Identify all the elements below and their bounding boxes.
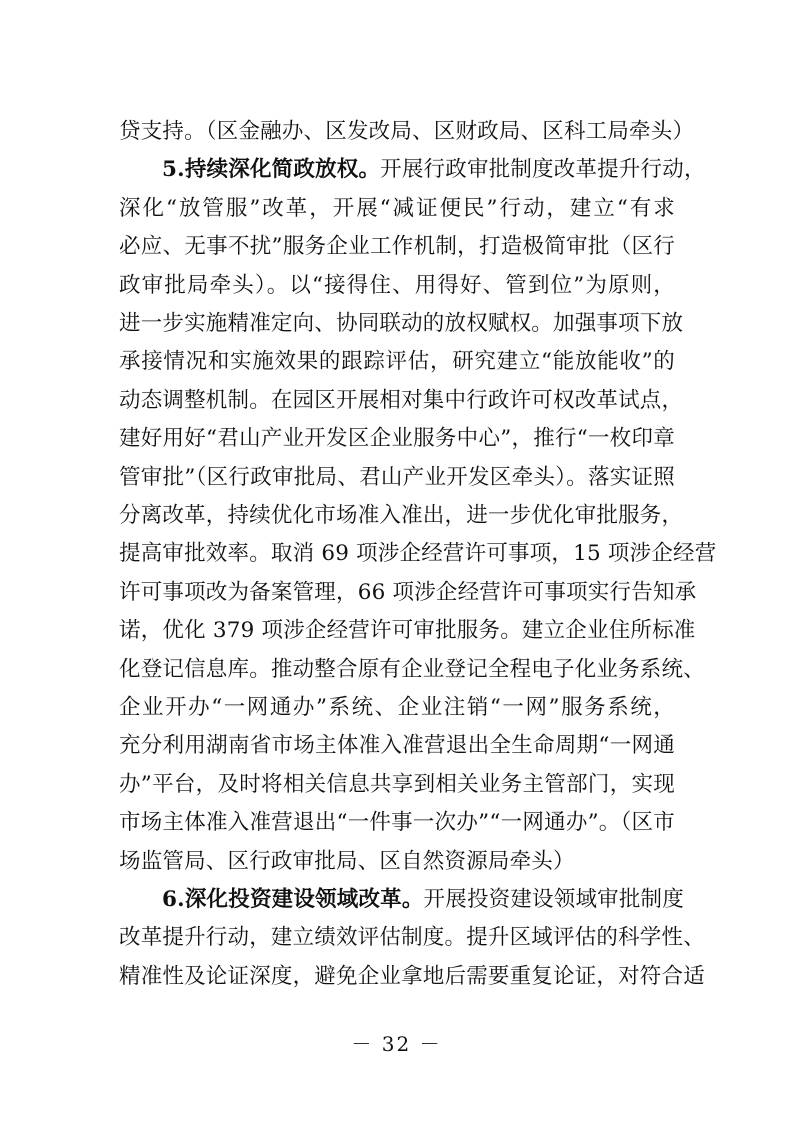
paragraph-line: 政审批局牵头）。以“接得住、用得好、管到位”为原则， <box>119 272 675 298</box>
page-number: － 32 － <box>351 1032 442 1056</box>
paragraph-line: 管审批”（区行政审批局、君山产业开发区牵头）。落实证照 <box>119 464 675 490</box>
paragraph-line: 许可事项改为备案管理，66 项涉企经营许可事项实行告知承 <box>119 579 697 605</box>
paragraph-line: 场监管局、区行政审批局、区自然资源局牵头） <box>119 848 575 874</box>
paragraph-line: 动态调整机制。在园区开展相对集中行政许可权改革试点， <box>119 387 684 413</box>
paragraph-line: 承接情况和实施效果的跟踪评估，研究建立“能放能收”的 <box>119 349 675 375</box>
section-5-heading-line: 5.持续深化简政放权。开展行政审批制度改革提升行动， <box>162 157 706 183</box>
section-6-heading-line: 6.深化投资建设领域改革。开展投资建设领域审批制度 <box>162 887 684 912</box>
paragraph-line: 进一步实施精准定向、协同联动的放权赋权。加强事项下放 <box>119 311 684 336</box>
paragraph-line: 必应、无事不扰”服务企业工作机制，打造极简审批（区行 <box>119 234 675 260</box>
paragraph-line: 市场主体准入准营退出“一件事一次办”“一网通办”。（区市 <box>119 810 675 836</box>
paragraph-line: 精准性及论证深度，避免企业拿地后需要重复论证，对符合适 <box>119 963 705 989</box>
paragraph-line: 深化“放管服”改革，开展“减证便民”行动，建立“有求 <box>119 195 675 221</box>
paragraph-line: 分离改革，持续优化市场准入准出，进一步优化审批服务， <box>119 503 684 528</box>
paragraph-line: 诺，优化 379 项涉企经营许可审批服务。建立企业住所标准 <box>119 618 696 644</box>
paragraph-line: 充分利用湖南省市场主体准入准营退出全生命周期“一网通 <box>119 733 675 759</box>
paragraph-line: 建好用好“君山产业开发区企业服务中心”，推行“一枚印章 <box>119 426 675 452</box>
paragraph-line: 企业开办“一网通办”系统、企业注销“一网”服务系统， <box>119 695 675 720</box>
paragraph-line: 办”平台，及时将相关信息共享到相关业务主管部门，实现 <box>119 771 675 797</box>
paragraph-line: 贷支持。（区金融办、区发改局、区财政局、区科工局牵头） <box>119 119 695 144</box>
paragraph-line: 化登记信息库。推动整合原有企业登记全程电子化业务系统、 <box>119 656 705 682</box>
paragraph-line: 提高审批效率。取消 69 项涉企经营许可事项，15 项涉企经营 <box>119 541 717 567</box>
section-6-heading: 6.深化投资建设领域改革。 <box>162 887 424 912</box>
section-5-heading: 5.持续深化简政放权。 <box>162 157 381 183</box>
paragraph-line: 改革提升行动，建立绩效评估制度。提升区域评估的科学性、 <box>119 925 705 951</box>
